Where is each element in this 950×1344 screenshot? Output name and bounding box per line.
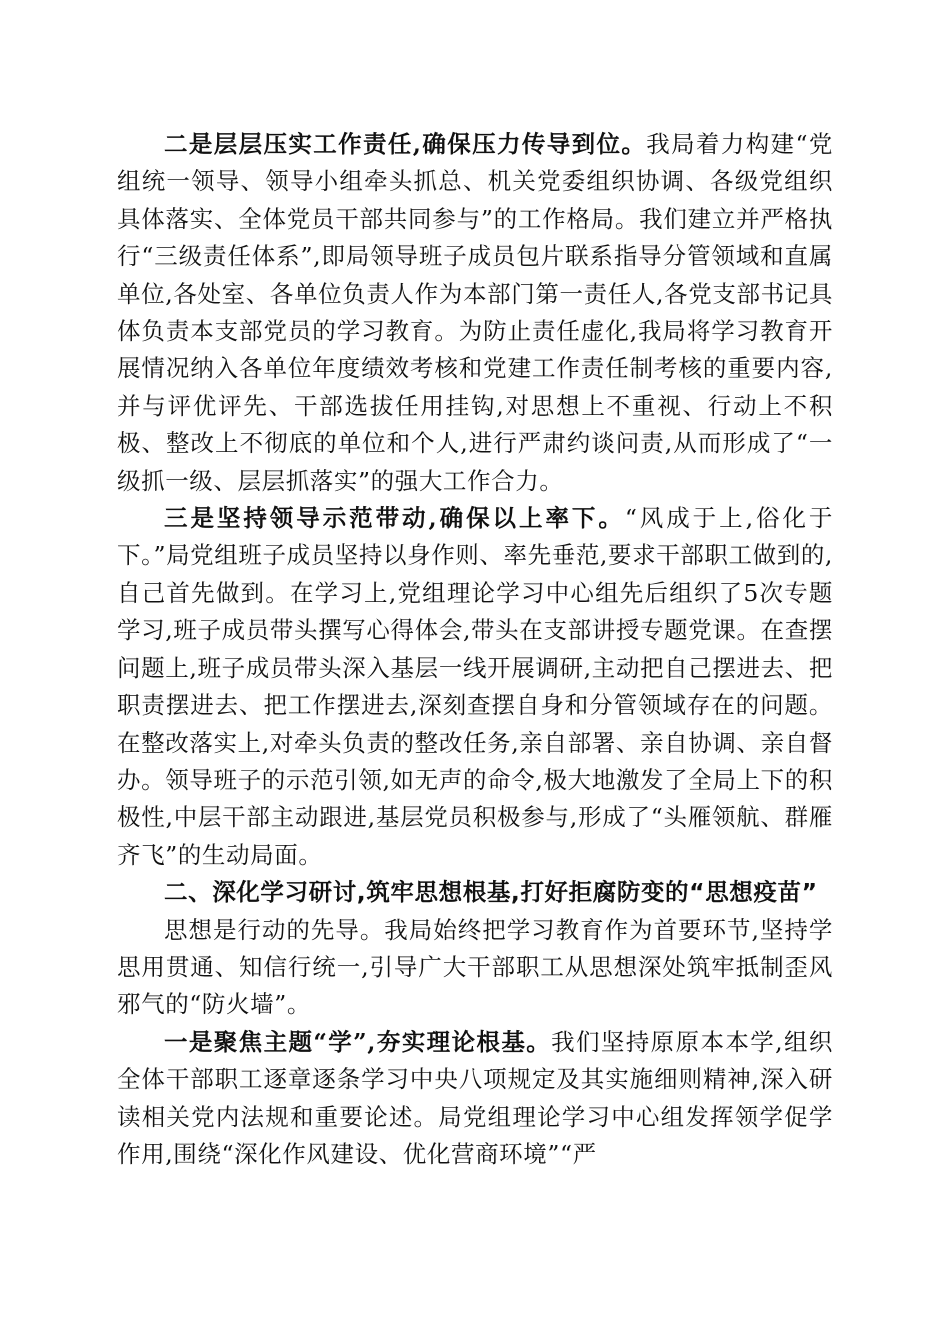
paragraph-text: 我们坚持原原本本学,组织全体干部职工逐章逐条学习中央八项规定及其实施细则精神,深入研读相关党内法规和重要论述。局党组理论学习中心组发挥领学促学作用,围绕“深化作风建设、优化营商环境”“严 (117, 1027, 834, 1168)
paragraph-text: 我局着力构建“党组统一领导、领导小组牵头抓总、机关党委组织协调、各级党组织具体落实、全体党员干部共同参与”的工作格局。我们建立并严格执行“三级责任体系”,即局领导班子成员包片联系指导分管领域和直属单位,各处室、各单位负责人作为本部门第一责任人,各党支部书记具体负责本支部党员的学习教育。为防止责任虚化,我局将学习教育开展情况纳入各单位年度绩效考核和党建工作责任制考核的重要内容,并与评优评先、干部选拔任用挂钩,对思想上不重视、行动上不积极、整改上不彻底的单位和个人,进行严肃约谈问责,从而形成了“一级抓一级、层层抓落实”的强大工作合力。 (117, 130, 833, 495)
paragraph-responsibility (117, 126, 833, 500)
paragraph-theme-study (117, 1024, 833, 1174)
section-heading: 二、深化学习研讨,筑牢思想根基,打好拒腐防变的“思想疫苗” (164, 878, 818, 907)
document-body (117, 126, 833, 1173)
paragraph-text: “风成于上,俗化于下。”局党组班子成员坚持以身作则、率先垂范,要求干部职工做到的,自己首先做到。在学习上,党组理论学习中心组先后组织了5次专题学习,班子成员带头撰写心得体会,带头在支部讲授专题党课。在查摆问题上,班子成员带头深入基层一线开展调研,主动把自己摆进去、把职责摆进去、把工作摆进去,深刻查摆自身和分管领域存在的问题。在整改落实上,对牵头负责的整改任务,亲自部署、亲自协调、亲自督办。领导班子的示范引领,如无声的命令,极大地激发了全局上下的积极性,中层干部主动跟进,基层党员积极参与,形成了“头雁领航、群雁齐飞”的生动局面。 (117, 504, 834, 869)
paragraph-section-intro: 思想是行动的先导。我局始终把学习教育作为首要环节,坚持学思用贯通、知信行统一,引导广大干部职工从思想深处筑牢抵制歪风邪气的“防火墙”。 (117, 915, 833, 1019)
paragraph-leadership-example (117, 500, 833, 874)
paragraph-lead: 二是层层压实工作责任,确保压力传导到位。 (164, 130, 647, 158)
paragraph-lead: 一是聚焦主题“学”,夯实理论根基。 (164, 1027, 552, 1056)
paragraph-lead: 三是坚持领导示范带动,确保以上率下。 (164, 504, 625, 533)
